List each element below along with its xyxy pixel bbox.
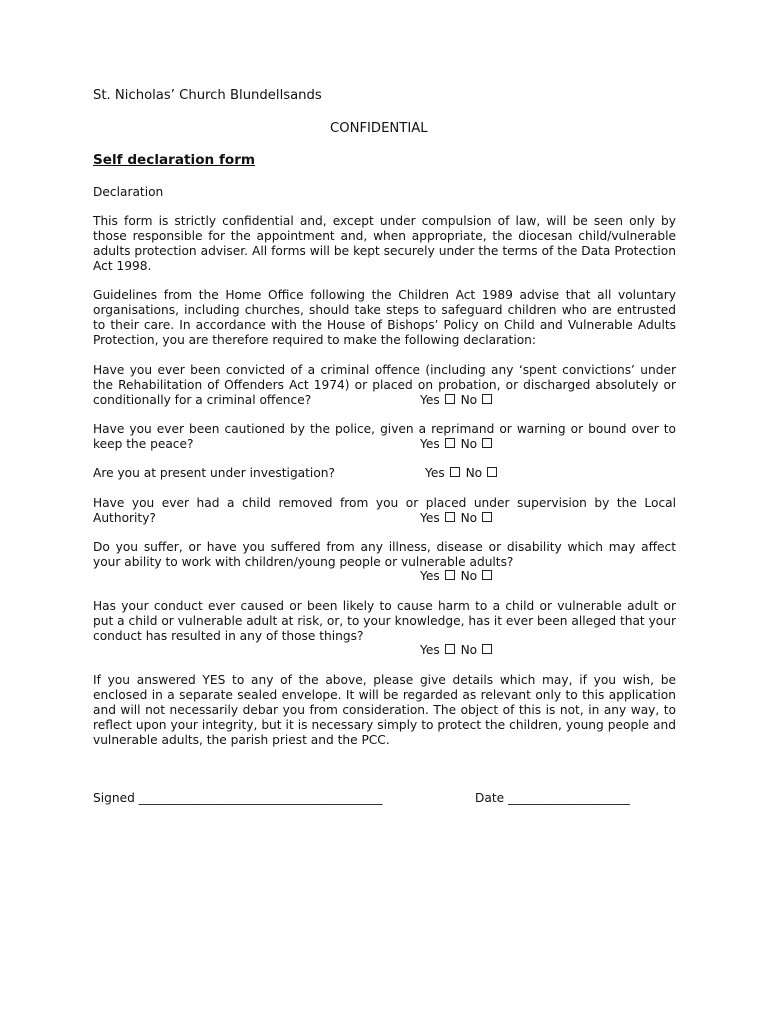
question-4-answer bbox=[420, 511, 494, 526]
question-1-text: Have you ever been convicted of a criminal offence (including any ‘spent convictions’ under the Rehabilitation of Offenders Act 1974) or placed on probation, or discharged absolutely or conditionally for a criminal offence? bbox=[93, 363, 676, 407]
signed-line[interactable]: ________________________________________ bbox=[138, 791, 383, 805]
yes-checkbox[interactable] bbox=[445, 512, 455, 522]
form-title: Self declaration form bbox=[93, 152, 256, 168]
yes-label: Yes bbox=[420, 437, 440, 451]
question-2-answer bbox=[420, 437, 494, 452]
closing-paragraph: If you answered YES to any of the above, please give details which may, if you wish, be enclosed in a separate sealed envelope. It will be regarded as relevant only to this application and will not necessarily debar you from consideration. The object of this is not, in any way, to reflect upon your integrity, but it is necessary simply to protect the children, young people and vulnerable adults, the parish priest and the PCC. bbox=[93, 673, 676, 747]
confidential-label: CONFIDENTIAL bbox=[330, 121, 428, 136]
declaration-heading: Declaration bbox=[93, 185, 164, 199]
yes-label: Yes bbox=[425, 466, 445, 480]
yes-checkbox[interactable] bbox=[445, 394, 455, 404]
question-3-text: Are you at present under investigation? bbox=[93, 466, 335, 480]
no-label: No bbox=[460, 511, 478, 525]
yes-label: Yes bbox=[420, 569, 440, 583]
question-5-text: Do you suffer, or have you suffered from any illness, disease or disability which may affect your ability to work with children/young people or vulnerable adults? bbox=[93, 540, 676, 569]
yes-label: Yes bbox=[420, 393, 440, 407]
yes-label: Yes bbox=[420, 643, 440, 657]
signed-field[interactable] bbox=[93, 791, 382, 806]
no-label: No bbox=[465, 466, 483, 480]
yes-checkbox[interactable] bbox=[445, 570, 455, 580]
question-6-text: Has your conduct ever caused or been likely to cause harm to a child or vulnerable adult or put a child or vulnerable adult at risk, or, to your knowledge, has it ever been alleged that your conduct has resulted in any of those things? bbox=[93, 599, 676, 643]
intro-paragraph-guidelines: Guidelines from the Home Office following the Children Act 1989 advise that all voluntary organisations, including churches, should take steps to safeguard children who are entrusted to their care. In accordance with the House of Bishops’ Policy on Child and Vulnerable Adults Protection, you are therefore required to make the following declaration: bbox=[93, 288, 676, 347]
question-3-answer bbox=[425, 466, 499, 481]
no-checkbox[interactable] bbox=[482, 438, 492, 448]
no-checkbox[interactable] bbox=[482, 644, 492, 654]
question-5-answer bbox=[420, 569, 494, 584]
intro-paragraph-confidentiality: This form is strictly confidential and, except under compulsion of law, will be seen only by those responsible for the appointment and, when appropriate, the diocesan child/vulnerable adults protection adviser. All forms will be kept securely under the terms of the Data Protection Act 1998. bbox=[93, 214, 676, 273]
yes-checkbox[interactable] bbox=[445, 438, 455, 448]
no-label: No bbox=[460, 569, 478, 583]
no-checkbox[interactable] bbox=[487, 467, 497, 477]
no-checkbox[interactable] bbox=[482, 570, 492, 580]
no-checkbox[interactable] bbox=[482, 512, 492, 522]
no-label: No bbox=[460, 437, 478, 451]
yes-checkbox[interactable] bbox=[450, 467, 460, 477]
date-field[interactable] bbox=[475, 791, 630, 806]
no-label: No bbox=[460, 643, 478, 657]
yes-checkbox[interactable] bbox=[445, 644, 455, 654]
no-label: No bbox=[460, 393, 478, 407]
question-1-answer bbox=[420, 393, 494, 408]
church-name: St. Nicholas’ Church Blundellsands bbox=[93, 88, 322, 103]
date-line[interactable]: ____________________ bbox=[508, 791, 630, 805]
question-4-text: Have you ever had a child removed from you or placed under supervision by the Local Authority? bbox=[93, 496, 676, 525]
no-checkbox[interactable] bbox=[482, 394, 492, 404]
question-6-answer bbox=[420, 643, 494, 658]
question-2-text: Have you ever been cautioned by the police, given a reprimand or warning or bound over to keep the peace? bbox=[93, 422, 676, 451]
date-label: Date bbox=[475, 791, 505, 805]
signed-label: Signed bbox=[93, 791, 135, 805]
yes-label: Yes bbox=[420, 511, 440, 525]
